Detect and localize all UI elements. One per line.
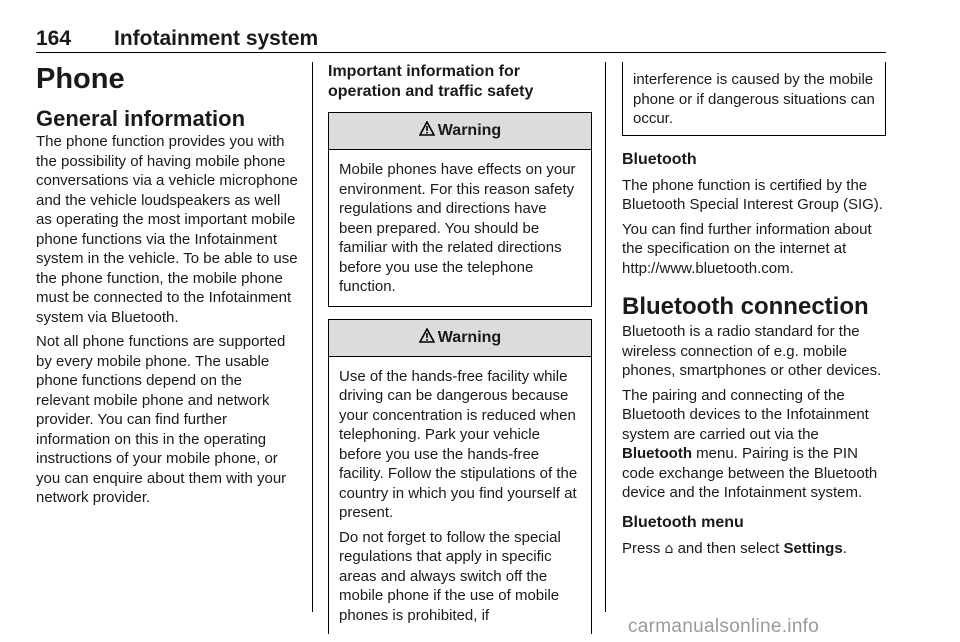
watermark: carmanualsonline.info bbox=[628, 616, 820, 637]
paragraph: The phone function provides you with the possibility of having mobile phone conversations via a vehicle microphone and the vehicle loudspeakers as well as operating the most important mobile phone functions via the Infotainment system in the vehicle. To be able to use the phone function, the mobile phone must be connected to the Infotainment system via Bluetooth. bbox=[36, 133, 298, 326]
paragraph: Mobile phones have effects on your environment. For this reason safety regulations and directions have been prepared. You should be familiar with the related directions before you use the telephone function. bbox=[339, 161, 576, 295]
paragraph: The phone function is certified by the Bluetooth Special Interest Group (SIG). bbox=[622, 176, 883, 213]
paragraph: Bluetooth is a radio standard for the wireless connection of e.g. mobile phones, smartphones or other devices. bbox=[622, 323, 882, 379]
chapter-title: Phone bbox=[36, 63, 125, 95]
column-2 bbox=[328, 62, 592, 634]
column-divider bbox=[605, 62, 606, 612]
paragraph: You can find further information about the specification on the internet at http://www.bluetooth.com. bbox=[622, 220, 872, 277]
warning-box bbox=[328, 319, 592, 635]
paragraph: Do not forget to follow the special regulations that apply in specific areas and always switch off the mobile phone if the use of mobile phones is prohibited, if bbox=[339, 528, 561, 624]
warning-label: Warning bbox=[437, 328, 502, 346]
text-run: Press bbox=[622, 539, 661, 557]
warning-continuation bbox=[622, 62, 886, 136]
home-icon: ⌂ bbox=[664, 540, 674, 557]
section-title: Infotainment system bbox=[114, 27, 319, 50]
column-1 bbox=[36, 62, 298, 513]
page-header bbox=[36, 26, 886, 53]
menu-name: Bluetooth bbox=[622, 445, 692, 462]
paragraph: interference is caused by the mobile phone or if dangerous situations can occur. bbox=[633, 71, 875, 127]
section-heading: Important information for operation and traffic safety bbox=[328, 63, 534, 100]
paragraph: Not all phone functions are supported by every mobile phone. The usable phone functions depend on the relevant mobile phone and network provider. You can find further information on this in the operating instructions of your mobile phone, or you can enquire about them with your network provider. bbox=[36, 333, 287, 506]
warning-header bbox=[329, 113, 591, 150]
warning-body bbox=[329, 150, 591, 306]
page-number: 164 bbox=[36, 27, 72, 50]
section-heading: General information bbox=[36, 106, 246, 131]
section-heading: Bluetooth connection bbox=[622, 293, 869, 320]
column-divider bbox=[312, 62, 313, 612]
warning-body bbox=[329, 357, 591, 635]
menu-name: Settings bbox=[783, 539, 843, 557]
section-heading: Bluetooth menu bbox=[622, 513, 744, 531]
section-heading: Bluetooth bbox=[622, 150, 697, 168]
text-run: and then select bbox=[677, 539, 780, 557]
paragraph bbox=[622, 386, 886, 503]
warning-header bbox=[329, 320, 591, 357]
paragraph bbox=[622, 539, 886, 560]
text-run: The pairing and connecting of the Bluetooth devices to the Infotainment system are carried out via the bbox=[622, 386, 869, 443]
paragraph: Use of the hands-free facility while driving can be dangerous because your concentration is reduced when telephoning. Park your vehicle before you use the hands-free facility. Follow the stipulations of the country in which you find yourself at present. bbox=[339, 367, 578, 521]
warning-triangle-icon bbox=[419, 328, 435, 348]
text-run: menu. Pairing is the PIN code exchange between the Bluetooth device and the Infotainment system. bbox=[622, 445, 878, 501]
text-run: . bbox=[842, 539, 847, 557]
warning-triangle-icon bbox=[419, 121, 435, 141]
column-3 bbox=[622, 62, 886, 564]
warning-label: Warning bbox=[437, 122, 502, 139]
warning-box bbox=[328, 112, 592, 307]
